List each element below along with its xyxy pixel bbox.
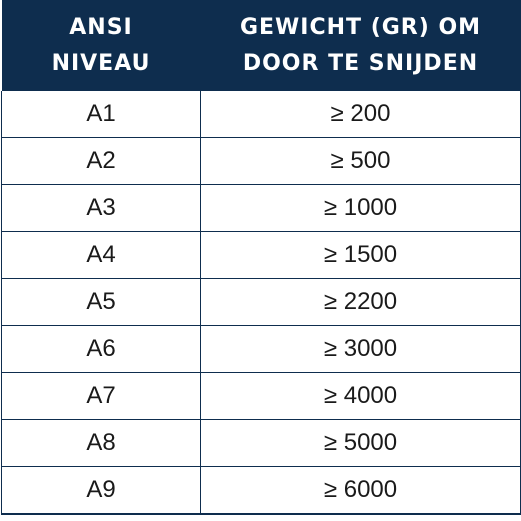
- header-ansi-level: [2, 0, 201, 91]
- header-ansi-level-line1: ANSI: [69, 14, 133, 40]
- header-row: [2, 0, 521, 91]
- table-row: [2, 185, 521, 232]
- header-cut-weight-line2: DOOR TE SNIJDEN: [242, 50, 479, 76]
- table-row: [2, 420, 521, 467]
- cell-level: A7: [2, 373, 201, 420]
- cell-level: A2: [2, 138, 201, 185]
- table-body: [2, 91, 521, 514]
- cell-weight: ≥ 3000: [201, 326, 521, 373]
- cell-weight: ≥ 1000: [201, 185, 521, 232]
- cell-level: A1: [2, 91, 201, 138]
- table-row: [2, 91, 521, 138]
- cell-level: A3: [2, 185, 201, 232]
- cell-level: A5: [2, 279, 201, 326]
- table-row: [2, 467, 521, 515]
- cell-weight: ≥ 500: [201, 138, 521, 185]
- cell-weight: ≥ 4000: [201, 373, 521, 420]
- cell-level: A4: [2, 232, 201, 279]
- cell-level: A9: [2, 467, 201, 515]
- table-row: [2, 138, 521, 185]
- ansi-table: [1, 0, 521, 515]
- header-cut-weight: [201, 0, 521, 91]
- table-row: [2, 232, 521, 279]
- table-header: [2, 0, 521, 91]
- cell-level: A8: [2, 420, 201, 467]
- cell-weight: ≥ 2200: [201, 279, 521, 326]
- cell-level: A6: [2, 326, 201, 373]
- table-row: [2, 326, 521, 373]
- header-ansi-level-line2: NIVEAU: [51, 50, 151, 76]
- header-cut-weight-line1: GEWICHT (GR) OM: [239, 14, 482, 40]
- cell-weight: ≥ 1500: [201, 232, 521, 279]
- table-row: [2, 279, 521, 326]
- cell-weight: ≥ 200: [201, 91, 521, 138]
- table-row: [2, 373, 521, 420]
- cell-weight: ≥ 6000: [201, 467, 521, 515]
- cell-weight: ≥ 5000: [201, 420, 521, 467]
